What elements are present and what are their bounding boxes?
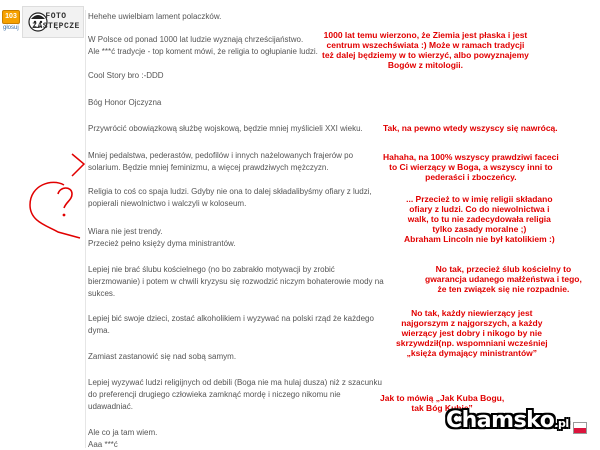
comment-line: Lepiej wyzywać ludzi religijnych od debili (Boga nie ma hulaj dusza) niż z szacunku xyxy=(88,378,382,387)
comment-line: Zamiast zastanowić się nad sobą samym. xyxy=(88,352,237,361)
annotation-note: 1000 lat temu wierzono, że Ziemia jest płaska i jest centrum wszechświata :) Może w ramach tradycji też dalej będziemy w to wierzyć, albo powyznajemy Bogów z mitologii. xyxy=(322,30,529,70)
annotation-question-mark-icon xyxy=(30,182,80,238)
avatar-caption: FOTO ZASTĘPCZE xyxy=(32,12,80,31)
comment-line: Ale ***ć tradycje - top koment mówi, że religia to ogłupianie ludzi. xyxy=(88,47,318,56)
annotation-arrow-icon xyxy=(72,154,84,176)
comment-line: Przywrócić obowiązkową służbę wojskową, będzie mniej myślicieli XXI wieku. xyxy=(88,124,363,133)
comment-line: udawadniać. xyxy=(88,402,133,411)
comment-line: Ale co ja tam wiem. xyxy=(88,428,158,437)
comment-line: Lepiej bić swoje dzieci, zostać alkoholikiem i wyzywać na polski rząd że każdego xyxy=(88,314,374,323)
comment-line: bierzmowanie) i potem w chwili kryzysu się rozwodzić niczym bohaterowie mody na xyxy=(88,277,384,286)
site-watermark: Chamsko.pl xyxy=(446,408,569,433)
comment-line: Wiara nie jest trendy. xyxy=(88,227,163,236)
comment-line: Hehehe uwielbiam lament polaczków. xyxy=(88,12,222,21)
comment-line: Przecież pełno księży dyma ministrantów. xyxy=(88,239,236,248)
score-badge[interactable]: 103 xyxy=(2,10,20,24)
annotation-note: No tak, każdy niewierzący jest najgorszym z najgorszych, a każdy wierzący jest dobry i nikogo by nie skrzywdził(np. wspomniani wcześniej „księża dymający ministrantów” xyxy=(396,308,548,358)
comment-line: do preferencji drugiego człowieka zamknąć mordę i niczego nikomu nie xyxy=(88,390,341,399)
comment-line: Lepiej nie brać ślubu kościelnego (no bo zabrakło motywacji by zrobić xyxy=(88,265,335,274)
annotation-note: No tak, przecież ślub kościelny to gwarancja udanego małżeństwa i tego, że ten związek się nie rozpadnie. xyxy=(425,264,582,294)
annotation-note: Tak, na pewno wtedy wszyscy się nawrócą. xyxy=(383,123,558,133)
annotation-note: ... Przecież to w imię religii składano ofiary z ludzi. Co do niewolnictwa i walk, to tu nie zadecydowała religia tylko zasady moralne ;) Abraham Lincoln nie był katolikiem :) xyxy=(404,194,555,244)
comment-line: W Polsce od ponad 1000 lat ludzie wyznają chrześcijaństwo. xyxy=(88,35,304,44)
comment-line: popierali niewolnictwo i walczyli w koloseum. xyxy=(88,199,247,208)
comment-line: Aaa ***ć xyxy=(88,440,118,449)
poland-flag-icon xyxy=(573,422,587,434)
comment-line: dyma. xyxy=(88,326,110,335)
vote-label[interactable]: głosuj xyxy=(3,25,19,31)
comment-line: Cool Story bro :-DDD xyxy=(88,71,164,80)
comment-line: Bóg Honor Ojczyzna xyxy=(88,98,162,107)
comment-line: sukces. xyxy=(88,289,116,298)
comment-line: solarium. Będzie mniej feminizmu, a więcej prawdziwych mężczyzn. xyxy=(88,163,329,172)
annotation-note: Jak to mówią „Jak Kuba Bogu, tak Bóg Kubie” xyxy=(380,393,505,413)
comment-line: Religia to coś co spaja ludzi. Gdyby nie ona to dalej składalibyśmy ofiary z ludzi, xyxy=(88,187,372,196)
annotation-note: Hahaha, na 100% wszyscy prawdziwi faceci to Ci wierzący w Boga, a wszyscy inni to pederaści i zboczeńcy. xyxy=(383,152,559,182)
comment-line: Mniej pedalstwa, pederastów, pedofilów i innych nażelowanych frajerów po xyxy=(88,151,354,160)
